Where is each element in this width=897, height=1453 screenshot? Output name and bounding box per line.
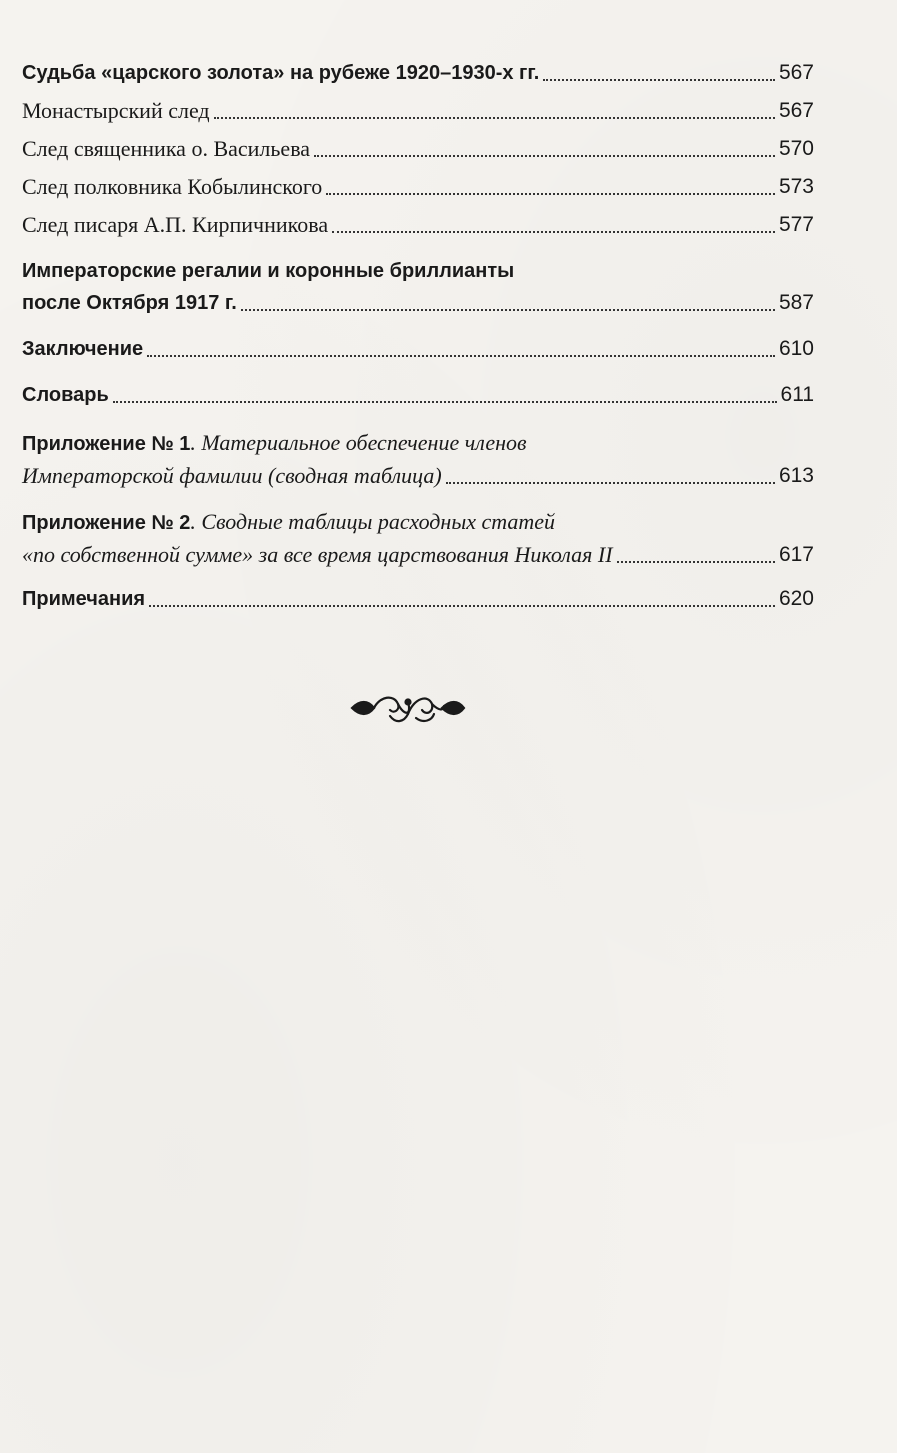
toc-entry-page: 570 xyxy=(778,137,814,160)
toc-entry-title-line2: Императорской фамилии (сводная таблица) xyxy=(22,463,442,488)
dot-leader xyxy=(332,231,775,233)
toc-entry-title: След священника о. Васильева xyxy=(22,136,311,161)
toc-entry-title-line2-row xyxy=(22,460,814,492)
dot-leader xyxy=(113,401,777,403)
toc-entry-page: 620 xyxy=(778,587,814,610)
toc-entry-title: Судьба «царского золота» на рубеже 1920–1930-х гг. xyxy=(22,62,540,84)
toc-entry-page: 587 xyxy=(778,291,814,314)
toc-entry-page: 613 xyxy=(778,464,814,487)
toc-entry[interactable] xyxy=(22,171,814,203)
toc-entry-title-line2-row xyxy=(22,539,814,571)
toc-entry-page: 610 xyxy=(778,337,814,360)
toc-entry-title-line1: Императорские регалии и коронные бриллианты xyxy=(22,260,515,282)
dot-leader xyxy=(147,355,775,357)
dot-leader xyxy=(446,482,775,484)
toc-entry[interactable] xyxy=(22,255,814,319)
toc-entry[interactable] xyxy=(22,506,814,571)
toc-entry-page: 577 xyxy=(778,213,814,236)
toc-entry-title: След полковника Кобылинского xyxy=(22,174,323,199)
toc-entry[interactable] xyxy=(22,379,814,411)
toc-entry[interactable] xyxy=(22,209,814,241)
toc-entry-title-line2: «по собственной сумме» за все время царствования Николая II xyxy=(22,542,613,567)
dot-leader xyxy=(314,155,775,157)
dot-leader xyxy=(214,117,775,119)
toc-entry-page: 611 xyxy=(780,383,814,406)
toc-entry[interactable] xyxy=(22,95,814,127)
toc-entry-page: 567 xyxy=(778,99,814,122)
toc-entry-title: Словарь xyxy=(22,384,109,406)
dot-leader xyxy=(241,309,775,311)
appendix-title-part: . Сводные таблицы расходных статей xyxy=(190,509,556,534)
toc-entry-title: Монастырский след xyxy=(22,98,210,123)
toc-entry[interactable] xyxy=(22,133,814,165)
appendix-label: Приложение № 2 xyxy=(22,512,191,534)
appendix-label: Приложение № 1 xyxy=(22,433,191,455)
table-of-contents xyxy=(22,57,814,615)
show-through-text xyxy=(240,815,246,841)
toc-entry-title: След писаря А.П. Кирпичникова xyxy=(22,212,329,237)
toc-entry[interactable] xyxy=(22,57,814,89)
toc-entry-title-line1 xyxy=(22,427,814,460)
dot-leader xyxy=(326,193,775,195)
toc-entry-page: 573 xyxy=(778,175,814,198)
toc-entry-title-line2: после Октября 1917 г. xyxy=(22,292,237,314)
toc-entry-title: Заключение xyxy=(22,338,144,360)
toc-entry-page: 617 xyxy=(778,543,814,566)
toc-entry[interactable] xyxy=(22,427,814,492)
toc-entry[interactable] xyxy=(22,333,814,365)
toc-entry[interactable] xyxy=(22,583,814,615)
toc-entry-title: Примечания xyxy=(22,588,146,610)
dot-leader xyxy=(149,605,775,607)
dot-leader xyxy=(617,561,775,563)
toc-entry-title-line1 xyxy=(22,506,814,539)
floral-ornament-icon xyxy=(346,688,470,728)
toc-entry-page: 567 xyxy=(778,61,814,84)
appendix-title-part: . Материальное обеспечение членов xyxy=(190,430,527,455)
toc-entry-title-line2-row xyxy=(22,287,814,319)
dot-leader xyxy=(543,79,775,81)
